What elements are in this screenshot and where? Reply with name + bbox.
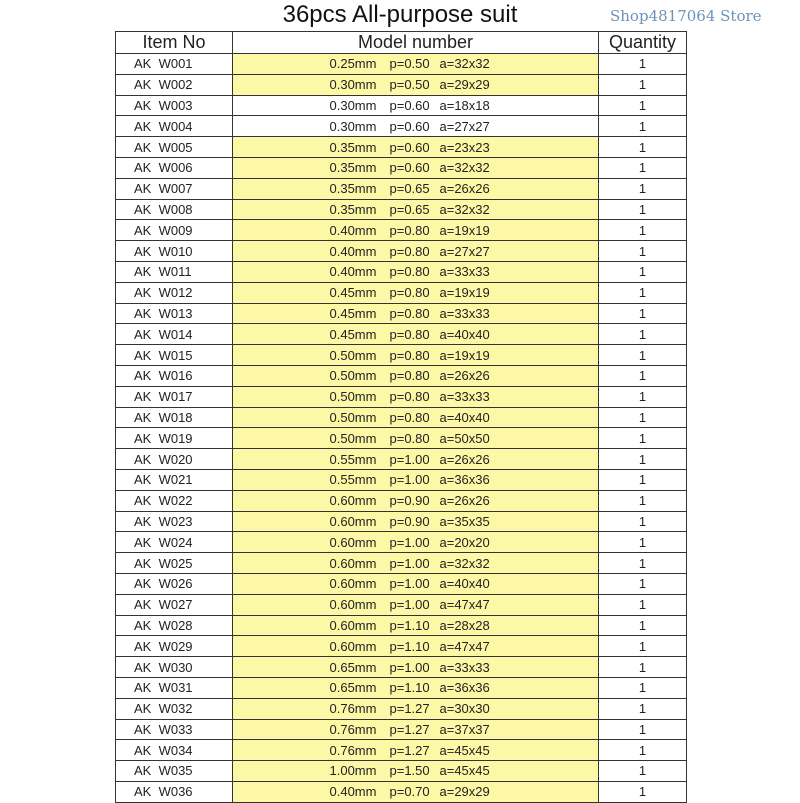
- model-number: [233, 615, 599, 636]
- quantity: 1: [598, 490, 686, 511]
- table-row: [116, 636, 687, 657]
- array: a=40x40: [439, 409, 490, 425]
- table-row: [116, 241, 687, 262]
- table-row: [116, 199, 687, 220]
- model-number: [233, 469, 599, 490]
- table-row: [116, 178, 687, 199]
- pitch: p=1.10: [389, 680, 430, 696]
- item-no: AK W030: [116, 657, 233, 678]
- array: a=26x26: [439, 493, 490, 509]
- table-row: [116, 282, 687, 303]
- pitch: p=0.60: [389, 97, 430, 113]
- table-row: [116, 553, 687, 574]
- array: a=27x27: [439, 243, 490, 259]
- table-row: [116, 449, 687, 470]
- pitch: p=0.90: [389, 513, 430, 529]
- item-no: AK W027: [116, 594, 233, 615]
- quantity: 1: [598, 407, 686, 428]
- array: a=33x33: [439, 305, 490, 321]
- pitch: p=0.70: [389, 784, 430, 800]
- model-number: [233, 657, 599, 678]
- quantity: 1: [598, 573, 686, 594]
- item-no: AK W008: [116, 199, 233, 220]
- quantity: 1: [598, 261, 686, 282]
- model-number: [233, 116, 599, 137]
- model-number: [233, 740, 599, 761]
- diameter: 0.60mm: [329, 534, 377, 550]
- diameter: 0.60mm: [329, 555, 377, 571]
- table-row: [116, 615, 687, 636]
- quantity: 1: [598, 449, 686, 470]
- model-number: [233, 220, 599, 241]
- quantity: 1: [598, 365, 686, 386]
- pitch: p=1.27: [389, 701, 430, 717]
- table-row: [116, 95, 687, 116]
- array: a=37x37: [439, 721, 490, 737]
- diameter: 0.40mm: [329, 243, 377, 259]
- item-no: AK W006: [116, 157, 233, 178]
- pitch: p=0.90: [389, 493, 430, 509]
- pitch: p=0.80: [389, 243, 430, 259]
- diameter: 0.60mm: [329, 597, 377, 613]
- item-no: AK W003: [116, 95, 233, 116]
- quantity: 1: [598, 54, 686, 75]
- array: a=29x29: [439, 784, 490, 800]
- item-no: AK W015: [116, 345, 233, 366]
- item-no: AK W026: [116, 573, 233, 594]
- diameter: 0.76mm: [329, 701, 377, 717]
- pitch: p=0.80: [389, 430, 430, 446]
- watermark: Shop4817064 Store: [610, 7, 762, 25]
- table-row: [116, 719, 687, 740]
- item-no: AK W024: [116, 532, 233, 553]
- item-no: AK W034: [116, 740, 233, 761]
- item-no: AK W004: [116, 116, 233, 137]
- item-no: AK W017: [116, 386, 233, 407]
- item-no: AK W013: [116, 303, 233, 324]
- item-no: AK W001: [116, 54, 233, 75]
- quantity: 1: [598, 324, 686, 345]
- model-number: [233, 157, 599, 178]
- item-no: AK W016: [116, 365, 233, 386]
- quantity: 1: [598, 116, 686, 137]
- quantity: 1: [598, 137, 686, 158]
- model-number: [233, 781, 599, 802]
- array: a=33x33: [439, 659, 490, 675]
- pitch: p=1.27: [389, 721, 430, 737]
- model-number: [233, 428, 599, 449]
- pitch: p=0.80: [389, 389, 430, 405]
- array: a=33x33: [439, 264, 490, 280]
- array: a=35x35: [439, 513, 490, 529]
- pitch: p=1.00: [389, 451, 430, 467]
- diameter: 0.50mm: [329, 430, 377, 446]
- quantity: 1: [598, 677, 686, 698]
- model-number: [233, 719, 599, 740]
- item-no: AK W036: [116, 781, 233, 802]
- diameter: 0.60mm: [329, 576, 377, 592]
- item-no: AK W007: [116, 178, 233, 199]
- pitch: p=0.80: [389, 305, 430, 321]
- table-row: [116, 365, 687, 386]
- pitch: p=0.80: [389, 368, 430, 384]
- quantity: 1: [598, 428, 686, 449]
- pitch: p=0.80: [389, 285, 430, 301]
- diameter: 1.00mm: [329, 763, 377, 779]
- table-row: [116, 261, 687, 282]
- quantity: 1: [598, 636, 686, 657]
- quantity: 1: [598, 781, 686, 802]
- array: a=30x30: [439, 701, 490, 717]
- item-no: AK W029: [116, 636, 233, 657]
- model-number: [233, 490, 599, 511]
- table-row: [116, 657, 687, 678]
- item-no: AK W023: [116, 511, 233, 532]
- header-item-no: Item No: [116, 32, 233, 54]
- model-number: [233, 261, 599, 282]
- diameter: 0.60mm: [329, 617, 377, 633]
- pitch: p=1.00: [389, 534, 430, 550]
- table-row: [116, 698, 687, 719]
- array: a=45x45: [439, 763, 490, 779]
- table-row: [116, 677, 687, 698]
- pitch: p=0.80: [389, 264, 430, 280]
- item-no: AK W031: [116, 677, 233, 698]
- table-row: [116, 573, 687, 594]
- diameter: 0.76mm: [329, 721, 377, 737]
- table-row: [116, 345, 687, 366]
- item-no: AK W012: [116, 282, 233, 303]
- product-table: [115, 31, 687, 803]
- quantity: 1: [598, 386, 686, 407]
- table-row: [116, 594, 687, 615]
- item-no: AK W002: [116, 74, 233, 95]
- array: a=32x32: [439, 201, 490, 217]
- table-row: [116, 511, 687, 532]
- quantity: 1: [598, 282, 686, 303]
- table-row: [116, 407, 687, 428]
- array: a=27x27: [439, 118, 490, 134]
- diameter: 0.35mm: [329, 139, 377, 155]
- pitch: p=0.60: [389, 160, 430, 176]
- quantity: 1: [598, 220, 686, 241]
- model-number: [233, 345, 599, 366]
- item-no: AK W018: [116, 407, 233, 428]
- table-row: [116, 220, 687, 241]
- pitch: p=0.80: [389, 409, 430, 425]
- diameter: 0.40mm: [329, 264, 377, 280]
- model-number: [233, 303, 599, 324]
- table-row: [116, 74, 687, 95]
- pitch: p=0.60: [389, 139, 430, 155]
- array: a=47x47: [439, 597, 490, 613]
- diameter: 0.30mm: [329, 118, 377, 134]
- quantity: 1: [598, 345, 686, 366]
- model-number: [233, 324, 599, 345]
- pitch: p=1.00: [389, 597, 430, 613]
- quantity: 1: [598, 594, 686, 615]
- diameter: 0.76mm: [329, 742, 377, 758]
- model-number: [233, 677, 599, 698]
- model-number: [233, 282, 599, 303]
- quantity: 1: [598, 553, 686, 574]
- array: a=19x19: [439, 222, 490, 238]
- pitch: p=0.50: [389, 56, 430, 72]
- pitch: p=0.80: [389, 222, 430, 238]
- diameter: 0.40mm: [329, 222, 377, 238]
- item-no: AK W020: [116, 449, 233, 470]
- pitch: p=1.27: [389, 742, 430, 758]
- array: a=19x19: [439, 285, 490, 301]
- diameter: 0.40mm: [329, 784, 377, 800]
- pitch: p=0.80: [389, 347, 430, 363]
- model-number: [233, 573, 599, 594]
- item-no: AK W010: [116, 241, 233, 262]
- quantity: 1: [598, 719, 686, 740]
- array: a=50x50: [439, 430, 490, 446]
- pitch: p=0.65: [389, 201, 430, 217]
- model-number: [233, 54, 599, 75]
- array: a=40x40: [439, 576, 490, 592]
- array: a=28x28: [439, 617, 490, 633]
- quantity: 1: [598, 469, 686, 490]
- table-row: [116, 469, 687, 490]
- model-number: [233, 199, 599, 220]
- model-number: [233, 532, 599, 553]
- array: a=32x32: [439, 555, 490, 571]
- table-row: [116, 157, 687, 178]
- diameter: 0.30mm: [329, 97, 377, 113]
- quantity: 1: [598, 157, 686, 178]
- pitch: p=1.10: [389, 617, 430, 633]
- item-no: AK W035: [116, 761, 233, 782]
- model-number: [233, 365, 599, 386]
- model-number: [233, 449, 599, 470]
- diameter: 0.60mm: [329, 638, 377, 654]
- model-number: [233, 511, 599, 532]
- diameter: 0.50mm: [329, 409, 377, 425]
- item-no: AK W011: [116, 261, 233, 282]
- model-number: [233, 137, 599, 158]
- quantity: 1: [598, 74, 686, 95]
- quantity: 1: [598, 698, 686, 719]
- table-row: [116, 428, 687, 449]
- diameter: 0.60mm: [329, 513, 377, 529]
- diameter: 0.45mm: [329, 326, 377, 342]
- quantity: 1: [598, 511, 686, 532]
- model-number: [233, 594, 599, 615]
- array: a=26x26: [439, 181, 490, 197]
- header-quantity: Quantity: [598, 32, 686, 54]
- table-row: [116, 781, 687, 802]
- quantity: 1: [598, 199, 686, 220]
- diameter: 0.30mm: [329, 77, 377, 93]
- array: a=23x23: [439, 139, 490, 155]
- pitch: p=0.60: [389, 118, 430, 134]
- array: a=26x26: [439, 368, 490, 384]
- item-no: AK W025: [116, 553, 233, 574]
- pitch: p=1.10: [389, 638, 430, 654]
- quantity: 1: [598, 740, 686, 761]
- diameter: 0.60mm: [329, 493, 377, 509]
- array: a=45x45: [439, 742, 490, 758]
- item-no: AK W019: [116, 428, 233, 449]
- model-number: [233, 553, 599, 574]
- array: a=36x36: [439, 680, 490, 696]
- array: a=20x20: [439, 534, 490, 550]
- array: a=47x47: [439, 638, 490, 654]
- diameter: 0.45mm: [329, 305, 377, 321]
- quantity: 1: [598, 303, 686, 324]
- diameter: 0.35mm: [329, 181, 377, 197]
- item-no: AK W014: [116, 324, 233, 345]
- model-number: [233, 74, 599, 95]
- quantity: 1: [598, 657, 686, 678]
- quantity: 1: [598, 95, 686, 116]
- array: a=26x26: [439, 451, 490, 467]
- item-no: AK W009: [116, 220, 233, 241]
- item-no: AK W028: [116, 615, 233, 636]
- table-row: [116, 54, 687, 75]
- item-no: AK W033: [116, 719, 233, 740]
- table-row: [116, 490, 687, 511]
- array: a=40x40: [439, 326, 490, 342]
- model-number: [233, 386, 599, 407]
- item-no: AK W032: [116, 698, 233, 719]
- diameter: 0.50mm: [329, 347, 377, 363]
- diameter: 0.55mm: [329, 451, 377, 467]
- diameter: 0.35mm: [329, 160, 377, 176]
- quantity: 1: [598, 615, 686, 636]
- table-row: [116, 532, 687, 553]
- model-number: [233, 95, 599, 116]
- diameter: 0.65mm: [329, 659, 377, 675]
- page-title: 36pcs All-purpose suit: [282, 1, 518, 28]
- item-no: AK W005: [116, 137, 233, 158]
- table-row: [116, 386, 687, 407]
- diameter: 0.55mm: [329, 472, 377, 488]
- array: a=18x18: [439, 97, 490, 113]
- header-model-number: Model number: [233, 32, 599, 54]
- pitch: p=1.00: [389, 555, 430, 571]
- array: a=33x33: [439, 389, 490, 405]
- table-row: [116, 303, 687, 324]
- diameter: 0.65mm: [329, 680, 377, 696]
- table-row: [116, 137, 687, 158]
- pitch: p=1.50: [389, 763, 430, 779]
- model-number: [233, 636, 599, 657]
- quantity: 1: [598, 532, 686, 553]
- array: a=36x36: [439, 472, 490, 488]
- pitch: p=0.80: [389, 326, 430, 342]
- table-row: [116, 761, 687, 782]
- table-row: [116, 324, 687, 345]
- table-row: [116, 740, 687, 761]
- diameter: 0.35mm: [329, 201, 377, 217]
- model-number: [233, 178, 599, 199]
- array: a=32x32: [439, 56, 490, 72]
- model-number: [233, 698, 599, 719]
- diameter: 0.50mm: [329, 389, 377, 405]
- diameter: 0.25mm: [329, 56, 377, 72]
- quantity: 1: [598, 241, 686, 262]
- quantity: 1: [598, 178, 686, 199]
- array: a=19x19: [439, 347, 490, 363]
- table-header: [116, 32, 687, 54]
- pitch: p=1.00: [389, 659, 430, 675]
- pitch: p=0.65: [389, 181, 430, 197]
- item-no: AK W022: [116, 490, 233, 511]
- model-number: [233, 407, 599, 428]
- item-no: AK W021: [116, 469, 233, 490]
- pitch: p=1.00: [389, 576, 430, 592]
- pitch: p=1.00: [389, 472, 430, 488]
- array: a=32x32: [439, 160, 490, 176]
- pitch: p=0.50: [389, 77, 430, 93]
- quantity: 1: [598, 761, 686, 782]
- model-number: [233, 241, 599, 262]
- diameter: 0.50mm: [329, 368, 377, 384]
- array: a=29x29: [439, 77, 490, 93]
- model-number: [233, 761, 599, 782]
- table-row: [116, 116, 687, 137]
- diameter: 0.45mm: [329, 285, 377, 301]
